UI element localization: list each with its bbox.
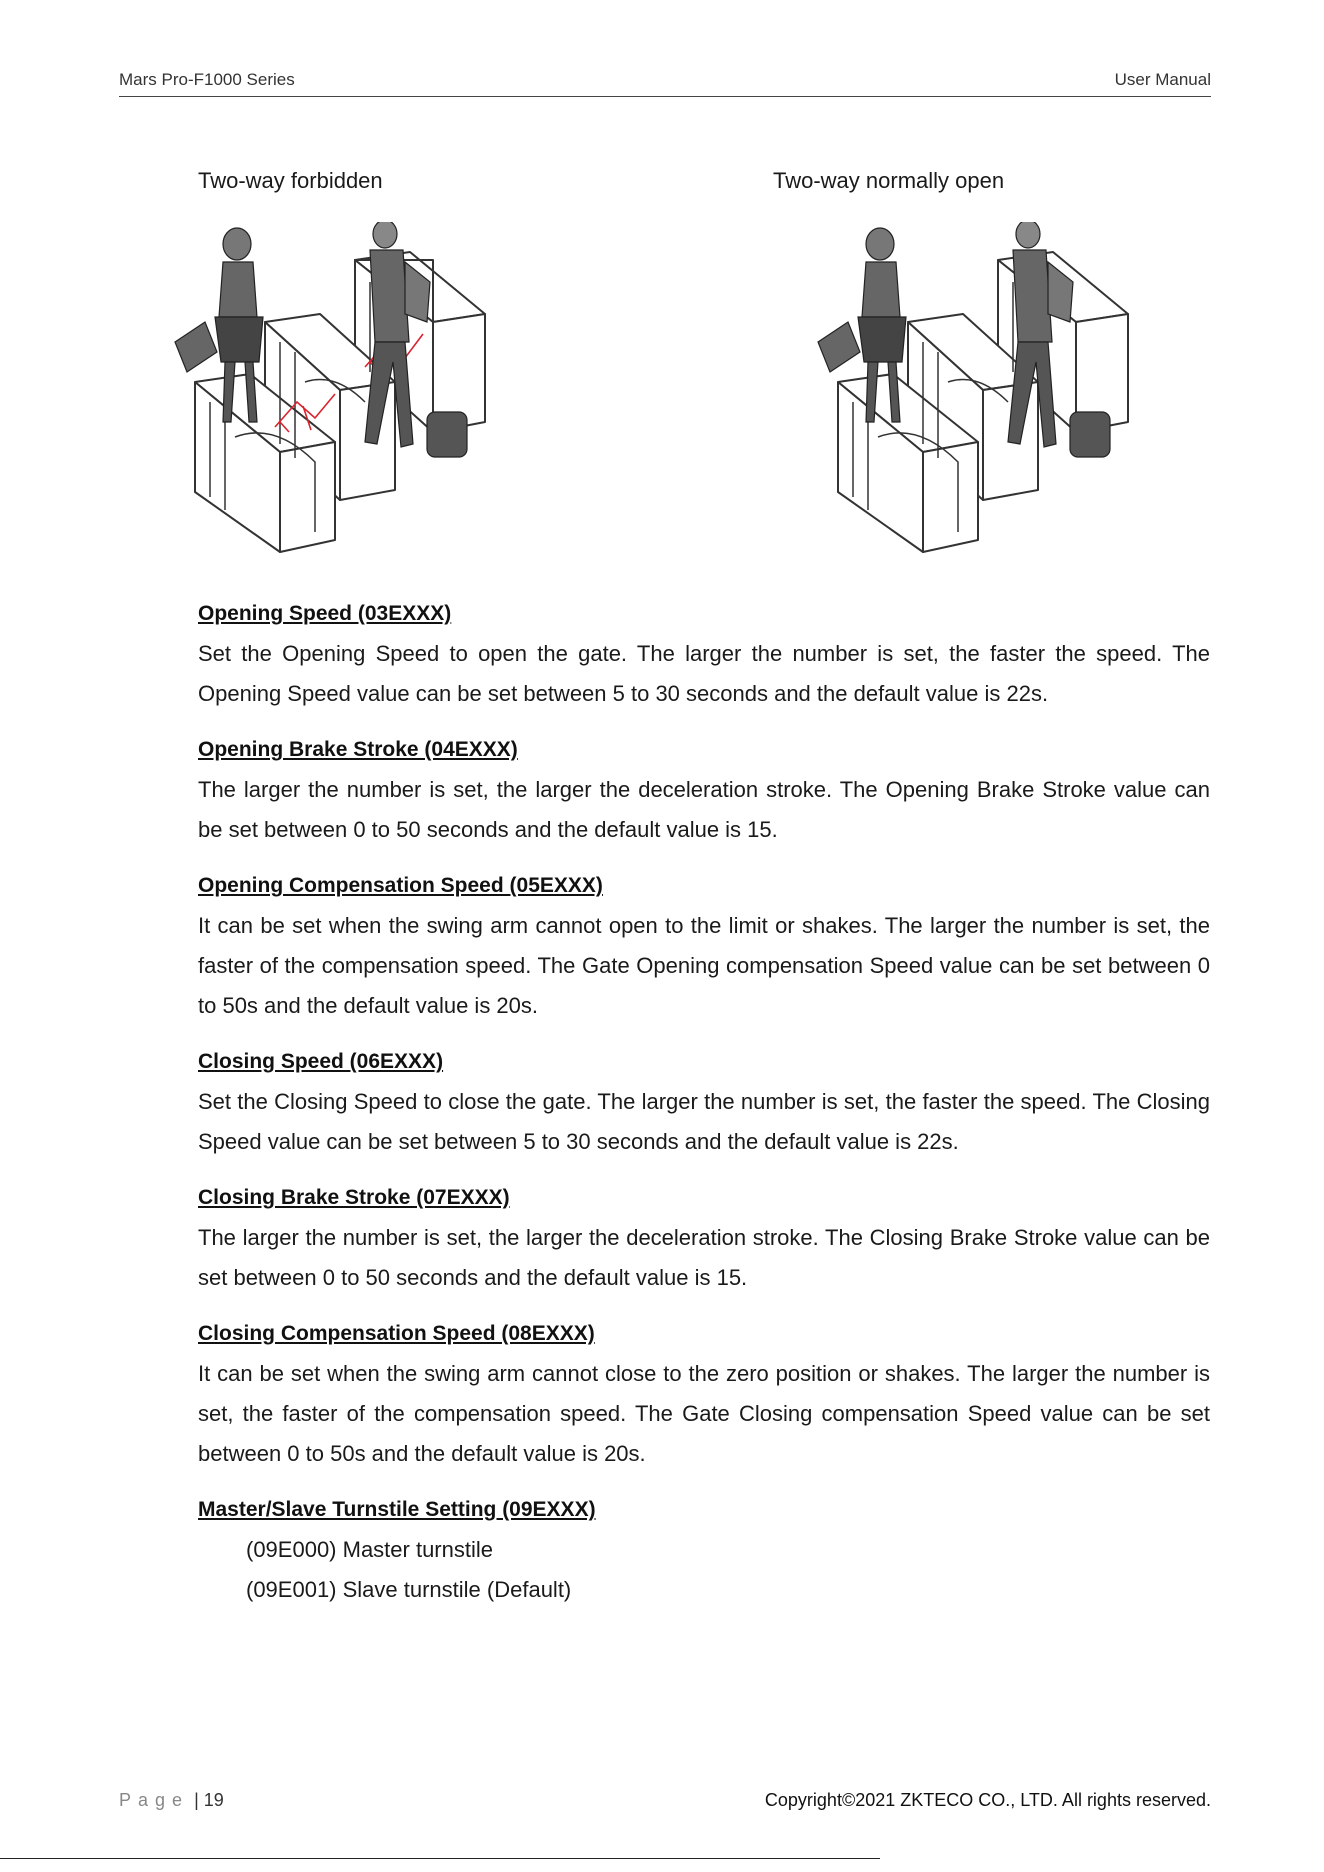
section-text: It can be set when the swing arm cannot open to the limit or shakes. The larger the number is set, the faster of the compensation speed. The Gate Opening compensation Speed value can be set between 0 to 50s and the default value is 20s. bbox=[198, 913, 1210, 1018]
section-opening-speed bbox=[198, 600, 1210, 714]
section-title: Closing Brake Stroke (07EXXX) bbox=[198, 1186, 510, 1209]
parameter-sections bbox=[198, 600, 1210, 1632]
section-text: The larger the number is set, the larger the deceleration stroke. The Closing Brake Stroke value can be set between 0 to 50 seconds and the default value is 15. bbox=[198, 1225, 1210, 1290]
page-number bbox=[119, 1790, 224, 1811]
page-number-value: | 19 bbox=[194, 1790, 224, 1810]
section-title: Opening Brake Stroke (04EXXX) bbox=[198, 738, 518, 761]
section-text: It can be set when the swing arm cannot close to the zero position or shakes. The larger the number is set, the faster of the compensation speed. The Gate Closing compensation Speed value can be set between 0 to 50s and the default value is 20s. bbox=[198, 1361, 1210, 1466]
page-header bbox=[119, 70, 1211, 97]
two-way-forbidden-illustration bbox=[165, 222, 555, 562]
two-way-normally-open-illustration bbox=[808, 222, 1198, 562]
copyright-notice: Copyright©2021 ZKTECO CO., LTD. All rights reserved. bbox=[764, 1790, 1211, 1810]
section-opening-compensation-speed bbox=[198, 872, 1210, 1026]
section-title: Opening Compensation Speed (05EXXX) bbox=[198, 874, 603, 897]
option-slave-turnstile: (09E001) Slave turnstile (Default) bbox=[246, 1577, 572, 1602]
section-master-slave-setting bbox=[198, 1496, 1210, 1610]
header-doc-type: User Manual bbox=[1114, 70, 1211, 89]
section-title: Master/Slave Turnstile Setting (09EXXX) bbox=[198, 1498, 596, 1521]
section-text: The larger the number is set, the larger the deceleration stroke. The Opening Brake Stroke value can be set between 0 to 50 seconds and the default value is 15. bbox=[198, 777, 1210, 842]
section-title: Opening Speed (03EXXX) bbox=[198, 602, 452, 625]
section-opening-brake-stroke bbox=[198, 736, 1210, 850]
page-word: Page bbox=[119, 1790, 190, 1810]
section-text: Set the Closing Speed to close the gate. The larger the number is set, the faster the speed. The Closing Speed value can be set between 5 to 30 seconds and the default value is 22s. bbox=[198, 1089, 1210, 1154]
section-text: Set the Opening Speed to open the gate. The larger the number is set, the faster the speed. The Opening Speed value can be set between 5 to 30 seconds and the default value is 22s. bbox=[198, 641, 1210, 706]
section-title: Closing Compensation Speed (08EXXX) bbox=[198, 1322, 595, 1345]
section-closing-brake-stroke bbox=[198, 1184, 1210, 1298]
section-title: Closing Speed (06EXXX) bbox=[198, 1050, 444, 1073]
option-master-turnstile: (09E000) Master turnstile bbox=[246, 1537, 493, 1562]
figure-caption-two-way-forbidden: Two-way forbidden bbox=[198, 168, 383, 193]
header-product-name: Mars Pro-F1000 Series bbox=[119, 70, 295, 89]
bottom-divider bbox=[0, 1858, 880, 1859]
section-closing-compensation-speed bbox=[198, 1320, 1210, 1474]
section-closing-speed bbox=[198, 1048, 1210, 1162]
figure-caption-two-way-normally-open: Two-way normally open bbox=[773, 168, 1005, 193]
